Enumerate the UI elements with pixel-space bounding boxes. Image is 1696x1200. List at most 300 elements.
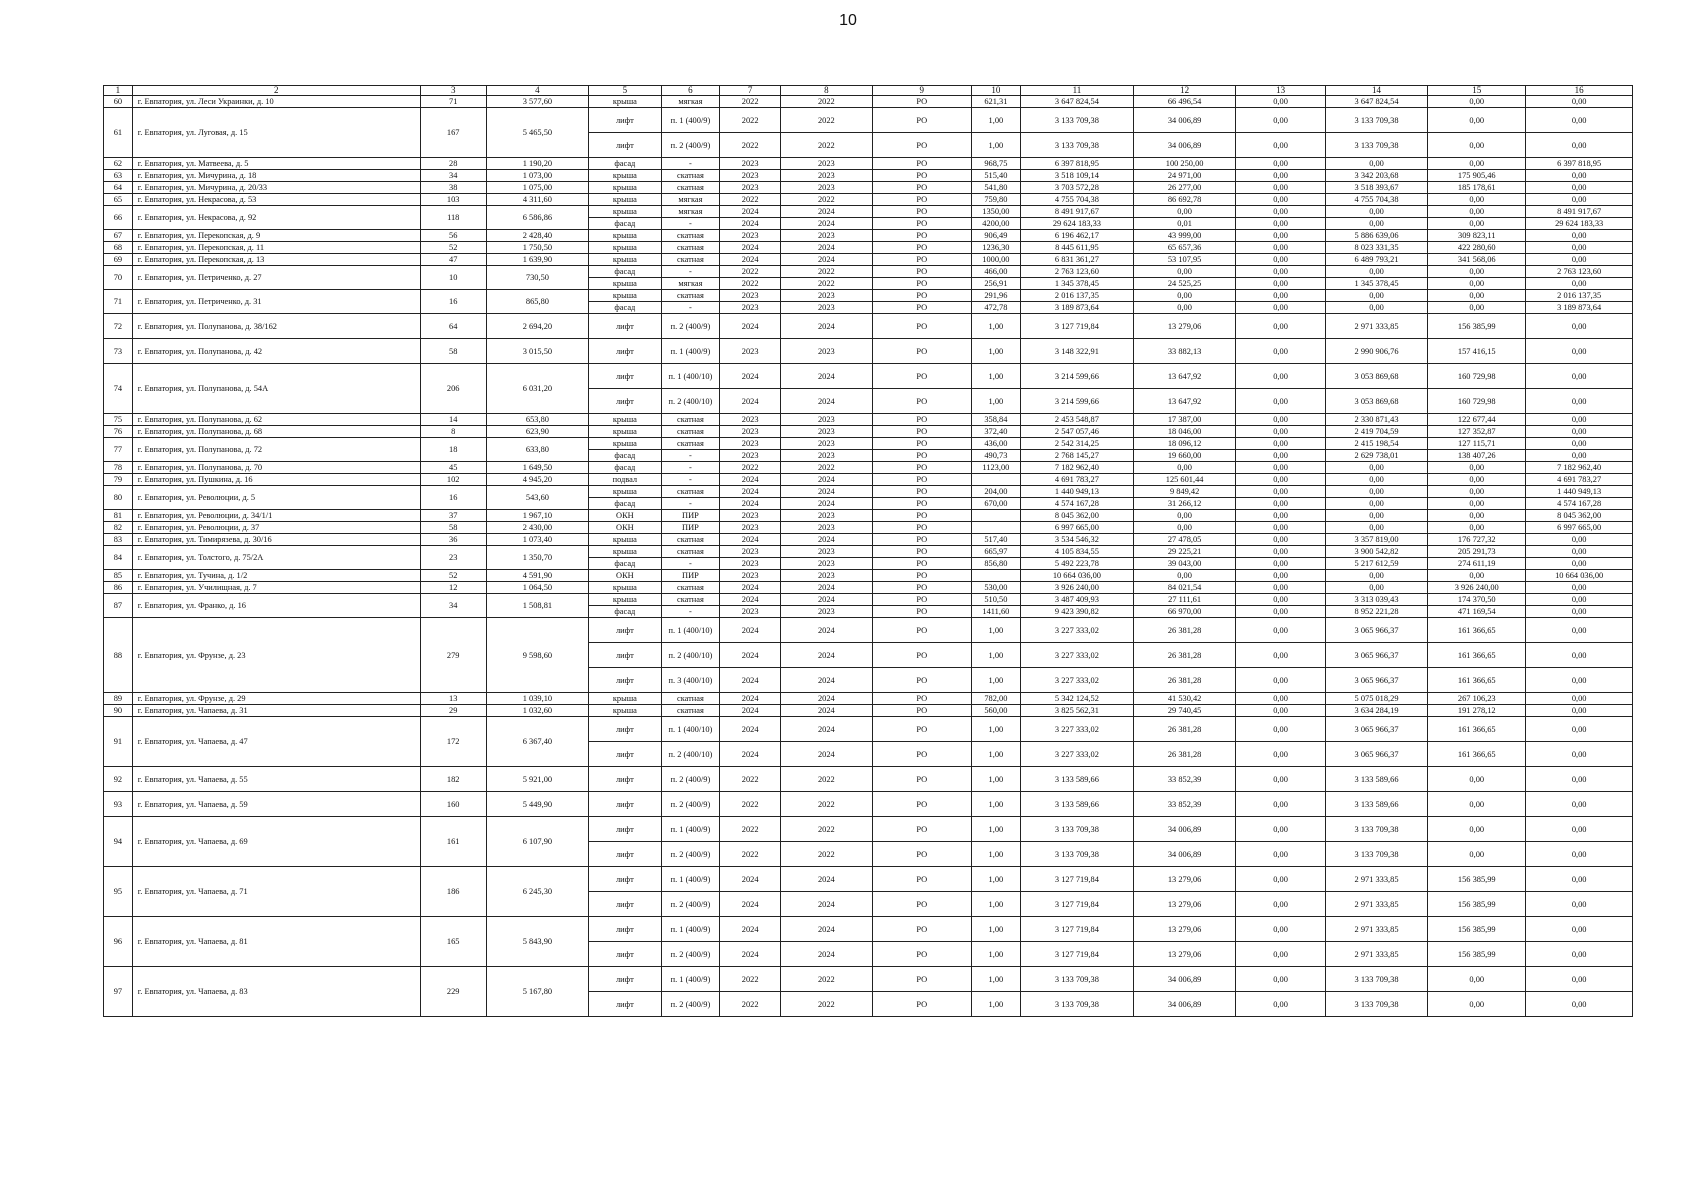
work-subtype-cell: скатная: [661, 242, 720, 254]
area-cell: 623,90: [486, 426, 588, 438]
work-type-cell: крыша: [589, 414, 662, 426]
apartments-cell: 103: [420, 194, 486, 206]
table-row: [104, 817, 1633, 842]
work-subtype-cell: п. 2 (400/10): [661, 742, 720, 767]
total-cost-cell: 7 182 962,40: [1020, 462, 1133, 474]
column-number-row: [104, 86, 1633, 96]
fund-cell-16: 0,00: [1526, 643, 1633, 668]
source-cell: РО: [872, 182, 971, 194]
row-number-cell: 86: [104, 582, 133, 594]
year-cell: 2022: [781, 194, 873, 206]
fund-cell-16: 0,00: [1526, 842, 1633, 867]
area-cell: 653,80: [486, 414, 588, 426]
address-cell: г. Евпатория, ул. Чапаева, д. 59: [132, 792, 420, 817]
fund-cell-16: 0,00: [1526, 194, 1633, 206]
row-number-cell: 83: [104, 534, 133, 546]
address-cell: г. Евпатория, ул. Фрунзе, д. 29: [132, 693, 420, 705]
work-subtype-cell: п. 1 (400/10): [661, 717, 720, 742]
address-cell: г. Евпатория, ул. Фрунзе, д. 23: [132, 618, 420, 693]
plan-year-cell: 2024: [720, 668, 781, 693]
total-cost-cell: 5 492 223,78: [1020, 558, 1133, 570]
work-subtype-cell: п. 2 (400/10): [661, 389, 720, 414]
work-type-cell: крыша: [589, 546, 662, 558]
unit-cost-cell: 0,00: [1133, 290, 1235, 302]
fund-cell-13: 0,00: [1236, 194, 1326, 206]
work-type-cell: крыша: [589, 438, 662, 450]
work-type-cell: крыша: [589, 254, 662, 266]
table-row: [104, 867, 1633, 892]
total-cost-cell: 3 214 599,66: [1020, 364, 1133, 389]
plan-year-cell: 2024: [720, 486, 781, 498]
source-cell: РО: [872, 474, 971, 486]
year-cell: 2022: [781, 108, 873, 133]
fund-cell-13: 0,00: [1236, 414, 1326, 426]
work-subtype-cell: п. 1 (400/9): [661, 917, 720, 942]
fund-cell-14: 8 952 221,28: [1325, 606, 1427, 618]
total-cost-cell: 3 214 599,66: [1020, 389, 1133, 414]
total-cost-cell: 1 345 378,45: [1020, 278, 1133, 290]
address-cell: г. Евпатория, ул. Петриченко, д. 27: [132, 266, 420, 290]
fund-cell-14: 5 075 018,29: [1325, 693, 1427, 705]
fund-cell-15: 0,00: [1428, 278, 1526, 290]
fund-cell-15: 422 280,60: [1428, 242, 1526, 254]
source-cell: РО: [872, 339, 971, 364]
year-cell: 2024: [781, 892, 873, 917]
row-number-cell: 79: [104, 474, 133, 486]
area-cell: 2 694,20: [486, 314, 588, 339]
fund-cell-16: 3 189 873,64: [1526, 302, 1633, 314]
fund-cell-14: 0,00: [1325, 570, 1427, 582]
fund-cell-15: 160 729,98: [1428, 389, 1526, 414]
fund-cell-14: 4 755 704,38: [1325, 194, 1427, 206]
work-type-cell: крыша: [589, 426, 662, 438]
area-cell: 1 649,50: [486, 462, 588, 474]
fund-cell-15: 0,00: [1428, 474, 1526, 486]
fund-cell-14: 2 629 738,01: [1325, 450, 1427, 462]
quantity-cell: 1,00: [971, 364, 1020, 389]
quantity-cell: 515,40: [971, 170, 1020, 182]
work-subtype-cell: мягкая: [661, 206, 720, 218]
area-cell: 1 508,81: [486, 594, 588, 618]
area-cell: 2 430,00: [486, 522, 588, 534]
work-subtype-cell: п. 1 (400/9): [661, 339, 720, 364]
apartments-cell: 71: [420, 96, 486, 108]
address-cell: г. Евпатория, ул. Тучина, д. 1/2: [132, 570, 420, 582]
fund-cell-15: 161 366,65: [1428, 717, 1526, 742]
fund-cell-14: 3 053 869,68: [1325, 364, 1427, 389]
fund-cell-13: 0,00: [1236, 992, 1326, 1017]
apartments-cell: 18: [420, 438, 486, 462]
quantity-cell: 1,00: [971, 767, 1020, 792]
source-cell: РО: [872, 606, 971, 618]
fund-cell-15: 0,00: [1428, 522, 1526, 534]
work-subtype-cell: -: [661, 498, 720, 510]
fund-cell-14: 2 971 333,85: [1325, 892, 1427, 917]
fund-cell-13: 0,00: [1236, 450, 1326, 462]
fund-cell-16: 0,00: [1526, 992, 1633, 1017]
fund-cell-13: 0,00: [1236, 266, 1326, 278]
total-cost-cell: 29 624 183,33: [1020, 218, 1133, 230]
fund-cell-13: 0,00: [1236, 96, 1326, 108]
unit-cost-cell: 43 999,00: [1133, 230, 1235, 242]
quantity-cell: 759,80: [971, 194, 1020, 206]
fund-cell-15: 161 366,65: [1428, 668, 1526, 693]
total-cost-cell: 1 440 949,13: [1020, 486, 1133, 498]
total-cost-cell: 3 127 719,84: [1020, 892, 1133, 917]
fund-cell-15: 0,00: [1428, 194, 1526, 206]
plan-year-cell: 2024: [720, 717, 781, 742]
fund-cell-15: 0,00: [1428, 817, 1526, 842]
row-number-cell: 74: [104, 364, 133, 414]
fund-cell-13: 0,00: [1236, 364, 1326, 389]
fund-cell-16: 0,00: [1526, 717, 1633, 742]
unit-cost-cell: 34 006,89: [1133, 817, 1235, 842]
unit-cost-cell: 53 107,95: [1133, 254, 1235, 266]
work-subtype-cell: ПИР: [661, 522, 720, 534]
work-type-cell: лифт: [589, 618, 662, 643]
fund-cell-14: 3 065 966,37: [1325, 618, 1427, 643]
table-row: [104, 182, 1633, 194]
row-number-cell: 60: [104, 96, 133, 108]
apartments-cell: 16: [420, 486, 486, 510]
total-cost-cell: 3 133 589,66: [1020, 767, 1133, 792]
fund-cell-15: 0,00: [1428, 266, 1526, 278]
row-number-cell: 82: [104, 522, 133, 534]
unit-cost-cell: 0,00: [1133, 522, 1235, 534]
work-subtype-cell: п. 2 (400/10): [661, 643, 720, 668]
work-type-cell: крыша: [589, 582, 662, 594]
year-cell: 2024: [781, 742, 873, 767]
unit-cost-cell: 66 496,54: [1133, 96, 1235, 108]
fund-cell-15: 0,00: [1428, 96, 1526, 108]
fund-cell-14: 0,00: [1325, 158, 1427, 170]
fund-cell-16: 0,00: [1526, 582, 1633, 594]
table-row: [104, 96, 1633, 108]
fund-cell-13: 0,00: [1236, 570, 1326, 582]
capital-repair-table: [103, 85, 1633, 1017]
work-subtype-cell: скатная: [661, 426, 720, 438]
year-cell: 2022: [781, 992, 873, 1017]
year-cell: 2023: [781, 606, 873, 618]
row-number-cell: 65: [104, 194, 133, 206]
fund-cell-13: 0,00: [1236, 230, 1326, 242]
source-cell: РО: [872, 594, 971, 606]
unit-cost-cell: 0,00: [1133, 206, 1235, 218]
apartments-cell: 186: [420, 867, 486, 917]
row-number-cell: 85: [104, 570, 133, 582]
fund-cell-15: 0,00: [1428, 133, 1526, 158]
year-cell: 2024: [781, 668, 873, 693]
quantity-cell: 621,31: [971, 96, 1020, 108]
source-cell: РО: [872, 522, 971, 534]
address-cell: г. Евпатория, ул. Революции, д. 37: [132, 522, 420, 534]
quantity-cell: 1,00: [971, 389, 1020, 414]
address-cell: г. Евпатория, ул. Полупанова, д. 68: [132, 426, 420, 438]
work-subtype-cell: -: [661, 218, 720, 230]
year-cell: 2024: [781, 643, 873, 668]
area-cell: 6 245,30: [486, 867, 588, 917]
table-row: [104, 792, 1633, 817]
unit-cost-cell: 19 660,00: [1133, 450, 1235, 462]
table-row: [104, 582, 1633, 594]
quantity-cell: 782,00: [971, 693, 1020, 705]
year-cell: 2022: [781, 767, 873, 792]
fund-cell-16: 8 491 917,67: [1526, 206, 1633, 218]
work-subtype-cell: п. 1 (400/10): [661, 364, 720, 389]
fund-cell-15: 0,00: [1428, 510, 1526, 522]
year-cell: 2022: [781, 842, 873, 867]
total-cost-cell: 3 926 240,00: [1020, 582, 1133, 594]
plan-year-cell: 2022: [720, 792, 781, 817]
fund-cell-14: 8 023 331,35: [1325, 242, 1427, 254]
column-header: 7: [720, 86, 781, 96]
fund-cell-16: 6 997 665,00: [1526, 522, 1633, 534]
source-cell: РО: [872, 817, 971, 842]
source-cell: РО: [872, 705, 971, 717]
total-cost-cell: 3 227 333,02: [1020, 618, 1133, 643]
fund-cell-15: 156 385,99: [1428, 942, 1526, 967]
fund-cell-15: 127 115,71: [1428, 438, 1526, 450]
year-cell: 2024: [781, 942, 873, 967]
area-cell: 4 591,90: [486, 570, 588, 582]
unit-cost-cell: 26 381,28: [1133, 668, 1235, 693]
fund-cell-15: 0,00: [1428, 206, 1526, 218]
total-cost-cell: 3 227 333,02: [1020, 668, 1133, 693]
quantity-cell: 1123,00: [971, 462, 1020, 474]
fund-cell-13: 0,00: [1236, 705, 1326, 717]
source-cell: РО: [872, 158, 971, 170]
quantity-cell: 560,00: [971, 705, 1020, 717]
plan-year-cell: 2024: [720, 474, 781, 486]
address-cell: г. Евпатория, ул. Полупанова, д. 72: [132, 438, 420, 462]
area-cell: 4 311,60: [486, 194, 588, 206]
fund-cell-14: 2 971 333,85: [1325, 314, 1427, 339]
row-number-cell: 63: [104, 170, 133, 182]
area-cell: 3 577,60: [486, 96, 588, 108]
work-subtype-cell: скатная: [661, 182, 720, 194]
source-cell: РО: [872, 582, 971, 594]
work-type-cell: лифт: [589, 314, 662, 339]
work-subtype-cell: п. 1 (400/10): [661, 618, 720, 643]
fund-cell-13: 0,00: [1236, 182, 1326, 194]
fund-cell-16: 0,00: [1526, 242, 1633, 254]
plan-year-cell: 2023: [720, 570, 781, 582]
year-cell: 2024: [781, 364, 873, 389]
fund-cell-14: 3 065 966,37: [1325, 668, 1427, 693]
unit-cost-cell: 0,00: [1133, 462, 1235, 474]
area-cell: 6 586,86: [486, 206, 588, 230]
work-type-cell: крыша: [589, 594, 662, 606]
unit-cost-cell: 86 692,78: [1133, 194, 1235, 206]
source-cell: РО: [872, 278, 971, 290]
address-cell: г. Евпатория, ул. Революции, д. 5: [132, 486, 420, 510]
unit-cost-cell: 31 266,12: [1133, 498, 1235, 510]
plan-year-cell: 2024: [720, 254, 781, 266]
fund-cell-14: 0,00: [1325, 486, 1427, 498]
work-subtype-cell: скатная: [661, 594, 720, 606]
year-cell: 2023: [781, 522, 873, 534]
fund-cell-16: 0,00: [1526, 705, 1633, 717]
fund-cell-15: 127 352,87: [1428, 426, 1526, 438]
plan-year-cell: 2024: [720, 867, 781, 892]
fund-cell-14: 6 489 793,21: [1325, 254, 1427, 266]
work-type-cell: лифт: [589, 339, 662, 364]
work-subtype-cell: п. 2 (400/9): [661, 314, 720, 339]
quantity-cell: [971, 510, 1020, 522]
quantity-cell: 1,00: [971, 717, 1020, 742]
area-cell: 3 015,50: [486, 339, 588, 364]
unit-cost-cell: 0,00: [1133, 570, 1235, 582]
fund-cell-16: 0,00: [1526, 364, 1633, 389]
row-number-cell: 62: [104, 158, 133, 170]
quantity-cell: 1411,60: [971, 606, 1020, 618]
apartments-cell: 16: [420, 290, 486, 314]
fund-cell-14: 5 886 639,06: [1325, 230, 1427, 242]
address-cell: г. Евпатория, ул. Перекопская, д. 9: [132, 230, 420, 242]
work-subtype-cell: -: [661, 462, 720, 474]
address-cell: г. Евпатория, ул. Полупанова, д. 70: [132, 462, 420, 474]
fund-cell-16: 4 691 783,27: [1526, 474, 1633, 486]
row-number-cell: 90: [104, 705, 133, 717]
row-number-cell: 92: [104, 767, 133, 792]
fund-cell-14: 3 133 589,66: [1325, 792, 1427, 817]
quantity-cell: 472,78: [971, 302, 1020, 314]
total-cost-cell: 9 423 390,82: [1020, 606, 1133, 618]
column-header: 6: [661, 86, 720, 96]
fund-cell-16: 0,00: [1526, 917, 1633, 942]
address-cell: г. Евпатория, ул. Пушкина, д. 16: [132, 474, 420, 486]
area-cell: 633,80: [486, 438, 588, 462]
year-cell: 2024: [781, 314, 873, 339]
unit-cost-cell: 0,01: [1133, 218, 1235, 230]
apartments-cell: 229: [420, 967, 486, 1017]
fund-cell-14: 3 133 709,38: [1325, 992, 1427, 1017]
total-cost-cell: 3 825 562,31: [1020, 705, 1133, 717]
source-cell: РО: [872, 486, 971, 498]
quantity-cell: 906,49: [971, 230, 1020, 242]
work-type-cell: фасад: [589, 266, 662, 278]
table-row: [104, 170, 1633, 182]
total-cost-cell: 3 127 719,84: [1020, 917, 1133, 942]
year-cell: 2023: [781, 414, 873, 426]
area-cell: 1 075,00: [486, 182, 588, 194]
quantity-cell: 1,00: [971, 108, 1020, 133]
total-cost-cell: 3 647 824,54: [1020, 96, 1133, 108]
work-type-cell: ОКН: [589, 510, 662, 522]
fund-cell-16: 0,00: [1526, 668, 1633, 693]
plan-year-cell: 2023: [720, 170, 781, 182]
fund-cell-13: 0,00: [1236, 717, 1326, 742]
row-number-cell: 75: [104, 414, 133, 426]
column-header: 3: [420, 86, 486, 96]
work-subtype-cell: п. 3 (400/10): [661, 668, 720, 693]
unit-cost-cell: 24 525,25: [1133, 278, 1235, 290]
plan-year-cell: 2024: [720, 917, 781, 942]
fund-cell-15: 174 370,50: [1428, 594, 1526, 606]
apartments-cell: 118: [420, 206, 486, 230]
total-cost-cell: 8 491 917,67: [1020, 206, 1133, 218]
fund-cell-13: 0,00: [1236, 942, 1326, 967]
source-cell: РО: [872, 194, 971, 206]
fund-cell-14: 2 990 906,76: [1325, 339, 1427, 364]
work-type-cell: лифт: [589, 917, 662, 942]
work-subtype-cell: п. 2 (400/9): [661, 892, 720, 917]
quantity-cell: 490,73: [971, 450, 1020, 462]
fund-cell-13: 0,00: [1236, 892, 1326, 917]
address-cell: г. Евпатория, ул. Чапаева, д. 55: [132, 767, 420, 792]
plan-year-cell: 2024: [720, 206, 781, 218]
quantity-cell: 1,00: [971, 942, 1020, 967]
quantity-cell: 1,00: [971, 314, 1020, 339]
work-type-cell: крыша: [589, 242, 662, 254]
plan-year-cell: 2023: [720, 606, 781, 618]
fund-cell-13: 0,00: [1236, 486, 1326, 498]
apartments-cell: 12: [420, 582, 486, 594]
total-cost-cell: 3 133 589,66: [1020, 792, 1133, 817]
total-cost-cell: 3 133 709,38: [1020, 992, 1133, 1017]
plan-year-cell: 2024: [720, 742, 781, 767]
fund-cell-15: 156 385,99: [1428, 314, 1526, 339]
total-cost-cell: 4 105 834,55: [1020, 546, 1133, 558]
fund-cell-14: 2 971 333,85: [1325, 917, 1427, 942]
year-cell: 2024: [781, 917, 873, 942]
apartments-cell: 23: [420, 546, 486, 570]
apartments-cell: 13: [420, 693, 486, 705]
unit-cost-cell: 24 971,00: [1133, 170, 1235, 182]
work-type-cell: лифт: [589, 842, 662, 867]
fund-cell-13: 0,00: [1236, 170, 1326, 182]
unit-cost-cell: 0,00: [1133, 510, 1235, 522]
fund-cell-14: 0,00: [1325, 302, 1427, 314]
fund-cell-13: 0,00: [1236, 426, 1326, 438]
plan-year-cell: 2024: [720, 942, 781, 967]
work-subtype-cell: скатная: [661, 693, 720, 705]
fund-cell-14: 3 133 709,38: [1325, 133, 1427, 158]
work-subtype-cell: п. 2 (400/9): [661, 942, 720, 967]
work-subtype-cell: п. 1 (400/9): [661, 817, 720, 842]
area-cell: 6 367,40: [486, 717, 588, 767]
fund-cell-13: 0,00: [1236, 206, 1326, 218]
source-cell: РО: [872, 254, 971, 266]
year-cell: 2022: [781, 278, 873, 290]
total-cost-cell: 5 342 124,52: [1020, 693, 1133, 705]
fund-cell-13: 0,00: [1236, 606, 1326, 618]
unit-cost-cell: 27 111,61: [1133, 594, 1235, 606]
fund-cell-15: 175 905,46: [1428, 170, 1526, 182]
unit-cost-cell: 26 381,28: [1133, 742, 1235, 767]
unit-cost-cell: 13 279,06: [1133, 942, 1235, 967]
fund-cell-15: 274 611,19: [1428, 558, 1526, 570]
fund-cell-13: 0,00: [1236, 290, 1326, 302]
fund-cell-14: 0,00: [1325, 462, 1427, 474]
fund-cell-13: 0,00: [1236, 534, 1326, 546]
fund-cell-14: 1 345 378,45: [1325, 278, 1427, 290]
fund-cell-13: 0,00: [1236, 389, 1326, 414]
table-row: [104, 546, 1633, 558]
area-cell: 1 039,10: [486, 693, 588, 705]
year-cell: 2022: [781, 266, 873, 278]
work-subtype-cell: п. 2 (400/9): [661, 767, 720, 792]
plan-year-cell: 2024: [720, 314, 781, 339]
table-row: [104, 414, 1633, 426]
total-cost-cell: 3 127 719,84: [1020, 942, 1133, 967]
address-cell: г. Евпатория, ул. Полупанова, д. 62: [132, 414, 420, 426]
work-subtype-cell: скатная: [661, 414, 720, 426]
source-cell: РО: [872, 792, 971, 817]
quantity-cell: 4200,00: [971, 218, 1020, 230]
fund-cell-14: 2 330 871,43: [1325, 414, 1427, 426]
area-cell: 865,80: [486, 290, 588, 314]
